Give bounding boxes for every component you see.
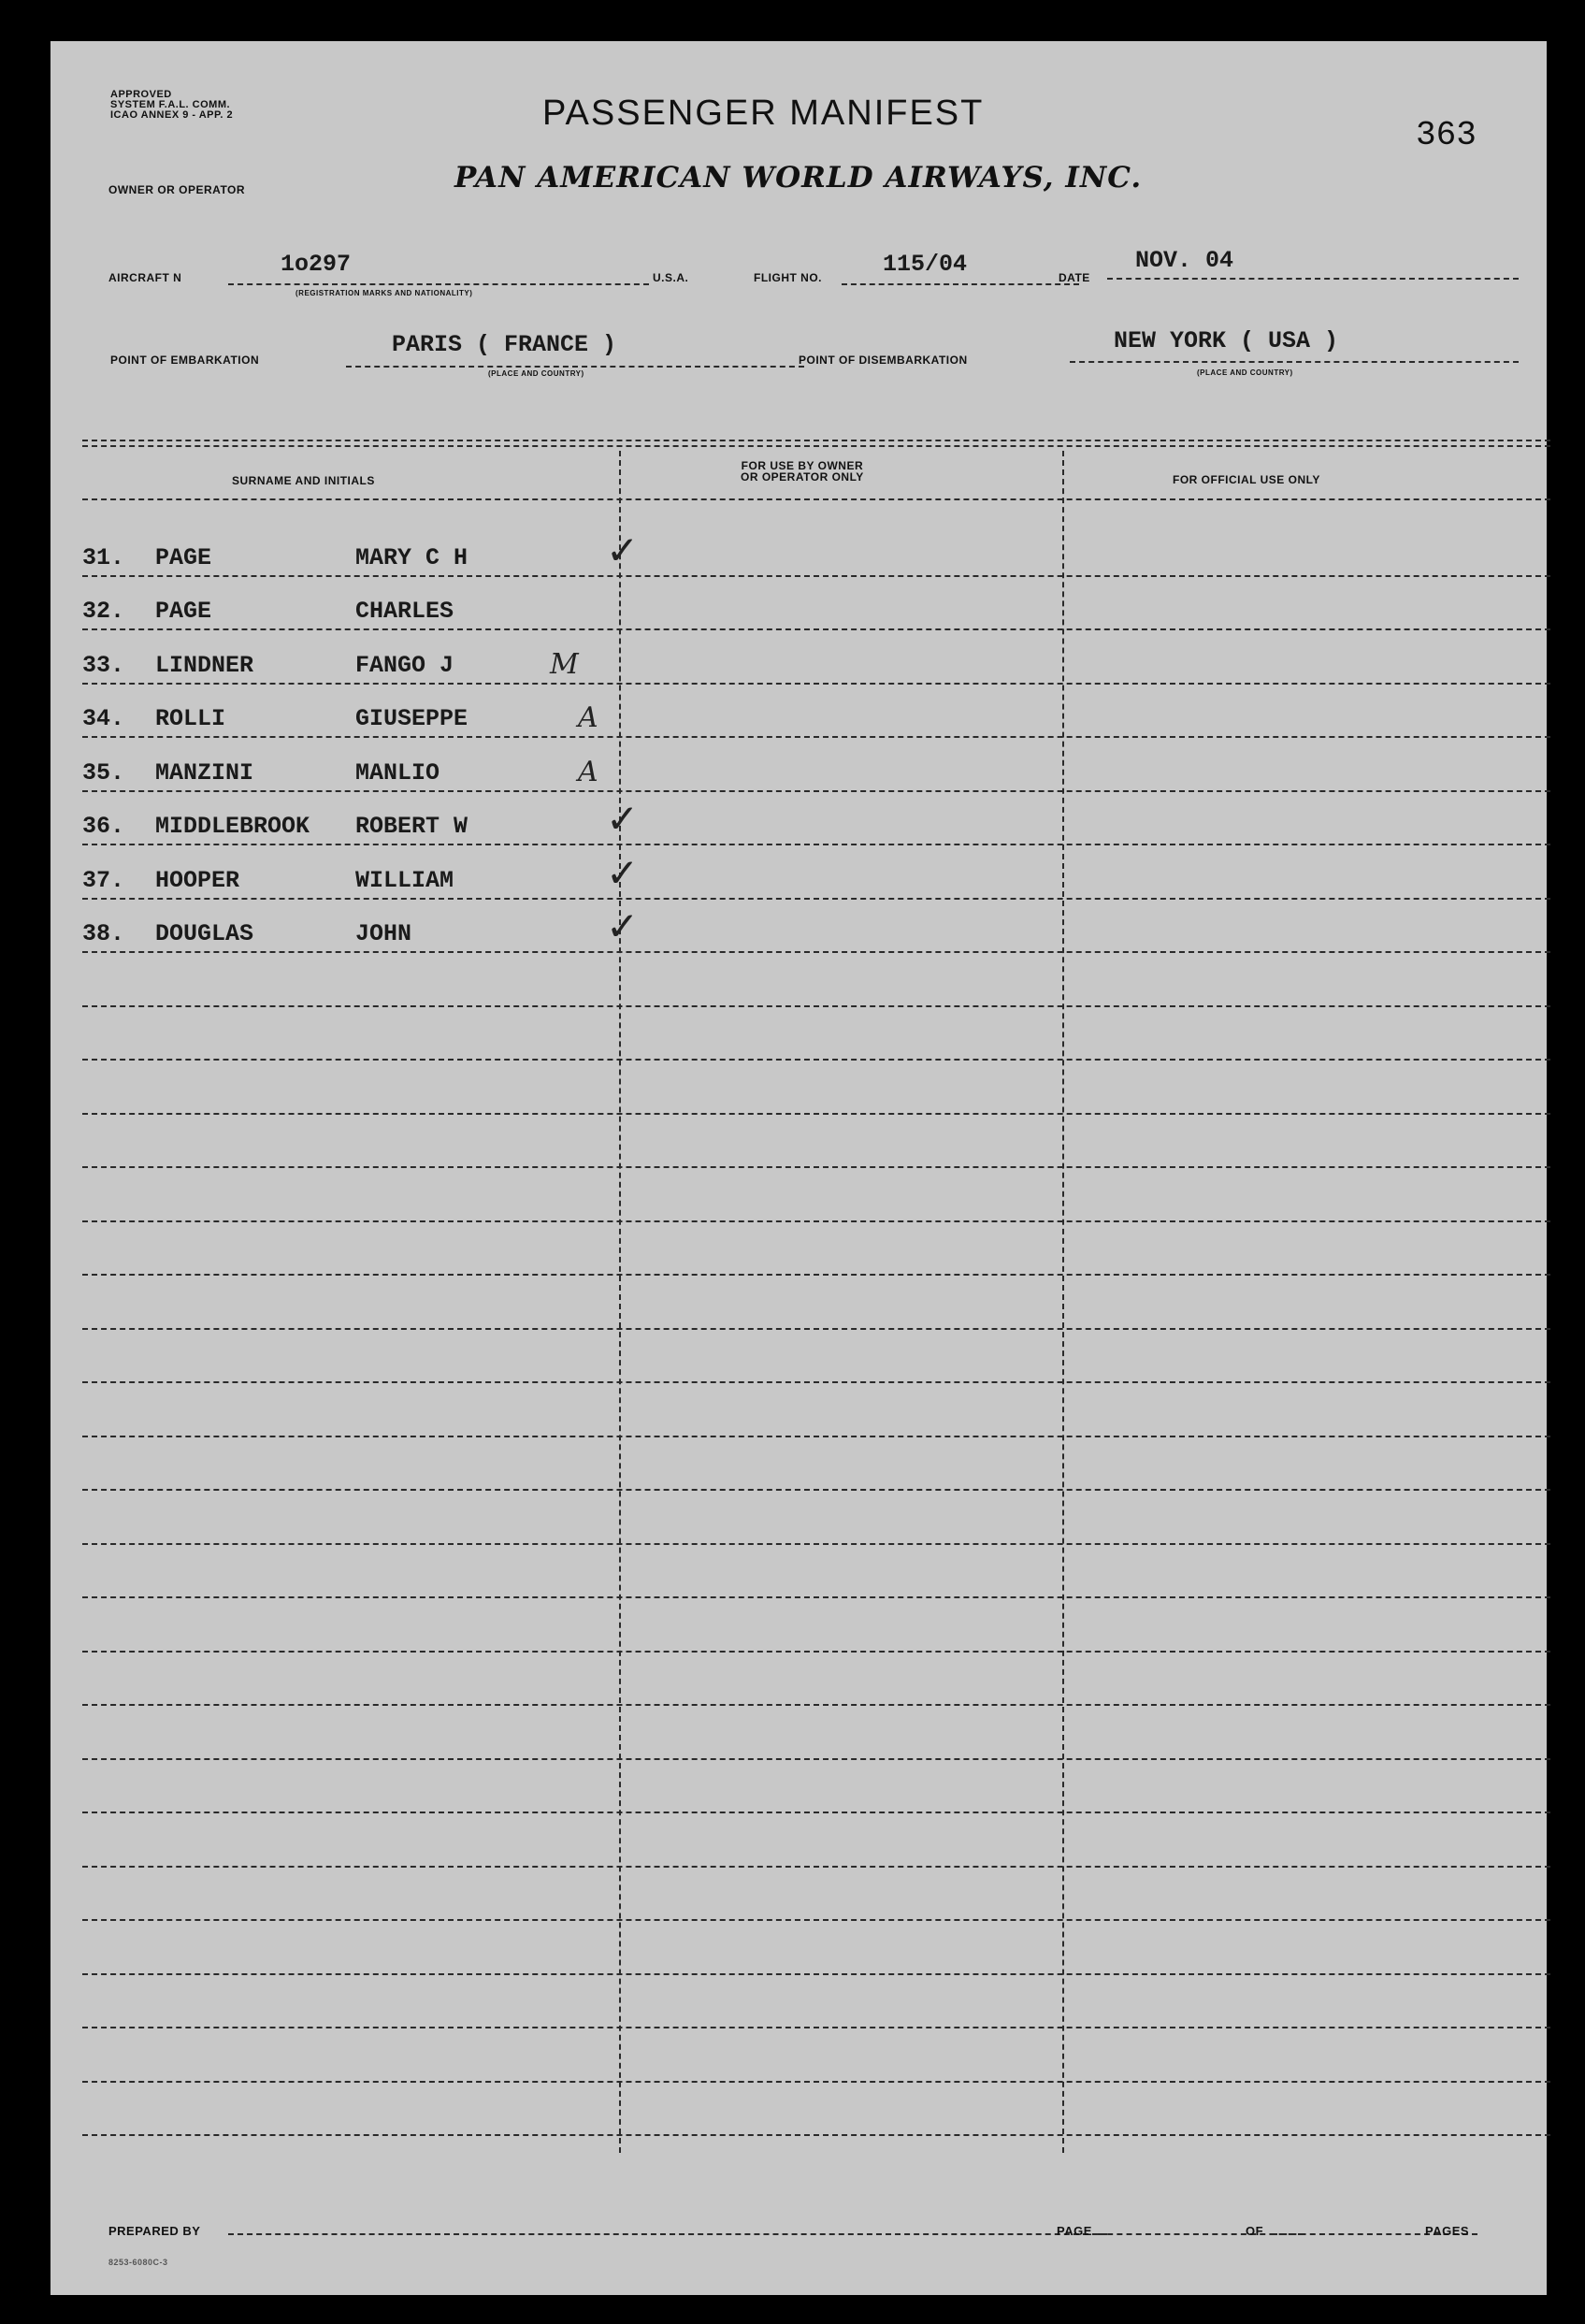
table-row bbox=[82, 1598, 1550, 1653]
header-rule-top bbox=[82, 440, 1550, 441]
flight-label: FLIGHT NO. bbox=[754, 271, 822, 284]
approval-line: ICAO ANNEX 9 - APP. 2 bbox=[110, 109, 234, 121]
table-row bbox=[82, 523, 1550, 577]
passenger-number: 34. bbox=[82, 705, 125, 732]
passenger-given-name: CHARLES bbox=[355, 598, 454, 625]
passenger-given-name: MARY C H bbox=[355, 543, 468, 571]
check-mark-icon: ✓ bbox=[606, 796, 640, 842]
table-row bbox=[82, 1491, 1550, 1545]
passenger-given-name: FANGO J bbox=[355, 651, 454, 679]
page-label: PAGE bbox=[1057, 2224, 1092, 2238]
header-rule-bottom bbox=[82, 498, 1550, 500]
date-label: DATE bbox=[1059, 271, 1090, 284]
passenger-given-name: ROBERT W bbox=[355, 813, 468, 840]
disembark-value: NEW YORK ( USA ) bbox=[1114, 327, 1339, 354]
table-row bbox=[82, 1868, 1550, 1922]
passenger-number: 36. bbox=[82, 813, 125, 840]
approval-block bbox=[110, 90, 233, 121]
embark-value: PARIS ( FRANCE ) bbox=[392, 331, 617, 358]
disembark-caption: (PLACE AND COUNTRY) bbox=[1197, 368, 1293, 377]
column-header-owner-line: FOR USE BY OWNER bbox=[741, 459, 864, 472]
passenger-given-name: MANLIO bbox=[355, 758, 440, 787]
approval-line: SYSTEM F.A.L. COMM. bbox=[110, 99, 231, 110]
form-number: 8253-6080C-3 bbox=[108, 2258, 168, 2267]
handwritten-mark: A bbox=[578, 701, 598, 734]
prepared-by-label: PREPARED BY bbox=[108, 2224, 201, 2238]
table-row bbox=[82, 738, 1550, 792]
table-row bbox=[82, 1330, 1550, 1384]
table-row bbox=[82, 577, 1550, 631]
table-row bbox=[82, 1115, 1550, 1169]
table-row bbox=[82, 792, 1550, 846]
passenger-surname: MIDDLEBROOK bbox=[155, 813, 310, 840]
passenger-number: 38. bbox=[82, 920, 125, 947]
passenger-surname: HOOPER bbox=[155, 866, 240, 894]
embark-label: POINT OF EMBARKATION bbox=[110, 354, 260, 367]
table-row bbox=[82, 2083, 1550, 2137]
date-value: NOV. 04 bbox=[1135, 247, 1234, 274]
passenger-surname: ROLLI bbox=[155, 705, 226, 732]
row-rule bbox=[82, 2134, 1550, 2136]
table-row bbox=[82, 845, 1550, 900]
table-row bbox=[82, 1061, 1550, 1115]
disembark-underline bbox=[1070, 361, 1519, 363]
aircraft-label: AIRCRAFT N bbox=[108, 271, 182, 284]
passenger-surname: MANZINI bbox=[155, 758, 254, 787]
embark-underline bbox=[346, 366, 804, 368]
disembark-label: POINT OF DISEMBARKATION bbox=[799, 354, 968, 367]
prepared-by-underline bbox=[228, 2233, 1107, 2235]
table-row bbox=[82, 900, 1550, 954]
passenger-given-name: WILLIAM bbox=[355, 866, 454, 894]
passenger-number: 35. bbox=[82, 758, 125, 787]
header-rule-top-2 bbox=[82, 445, 1550, 447]
check-mark-icon: ✓ bbox=[606, 849, 640, 896]
check-mark-icon: ✓ bbox=[606, 527, 640, 573]
table-row bbox=[82, 1813, 1550, 1868]
column-header-owner-line: OR OPERATOR ONLY bbox=[741, 470, 864, 484]
passenger-number: 31. bbox=[82, 543, 125, 571]
embark-caption: (PLACE AND COUNTRY) bbox=[488, 369, 584, 378]
check-mark-icon: ✓ bbox=[606, 903, 640, 949]
table-row bbox=[82, 630, 1550, 685]
table-row bbox=[82, 1921, 1550, 1975]
table-row bbox=[82, 1383, 1550, 1437]
table-row bbox=[82, 1007, 1550, 1061]
column-header-surname: SURNAME AND INITIALS bbox=[232, 474, 375, 487]
table-row bbox=[82, 1706, 1550, 1760]
table-row bbox=[82, 1760, 1550, 1814]
table-row bbox=[82, 1545, 1550, 1599]
passenger-number: 32. bbox=[82, 598, 125, 625]
approval-line: APPROVED bbox=[110, 89, 172, 100]
passenger-number: 37. bbox=[82, 866, 125, 894]
country-label: U.S.A. bbox=[653, 271, 689, 284]
table-row bbox=[82, 1276, 1550, 1330]
passenger-surname: PAGE bbox=[155, 598, 212, 625]
page-stamp-number: 363 bbox=[1416, 116, 1477, 154]
aircraft-value: 1o297 bbox=[281, 251, 352, 278]
passenger-surname: PAGE bbox=[155, 543, 212, 571]
column-header-official: FOR OFFICIAL USE ONLY bbox=[1173, 473, 1320, 486]
aircraft-underline bbox=[228, 283, 649, 285]
operator-label: OWNER OR OPERATOR bbox=[108, 183, 246, 196]
passenger-number: 33. bbox=[82, 651, 125, 679]
date-underline bbox=[1107, 278, 1519, 280]
passenger-surname: DOUGLAS bbox=[155, 920, 254, 947]
operator-name: PAN AMERICAN WORLD AIRWAYS, INC. bbox=[454, 161, 1143, 195]
passenger-given-name: JOHN bbox=[355, 920, 412, 947]
passenger-surname: LINDNER bbox=[155, 651, 254, 679]
passenger-table bbox=[82, 523, 1550, 2136]
manifest-sheet bbox=[50, 41, 1547, 2295]
table-row bbox=[82, 953, 1550, 1007]
flight-value: 115/04 bbox=[883, 251, 968, 278]
table-row bbox=[82, 2028, 1550, 2083]
table-row bbox=[82, 1437, 1550, 1492]
table-row bbox=[82, 1653, 1550, 1707]
passenger-given-name: GIUSEPPE bbox=[355, 705, 468, 732]
table-row bbox=[82, 1168, 1550, 1222]
pages-label: PAGES bbox=[1425, 2224, 1470, 2238]
handwritten-mark: M bbox=[550, 647, 579, 681]
column-header-owner bbox=[741, 460, 864, 483]
flight-underline bbox=[842, 283, 1079, 285]
registration-caption: (REGISTRATION MARKS AND NATIONALITY) bbox=[295, 289, 473, 297]
table-row bbox=[82, 1222, 1550, 1277]
table-row bbox=[82, 685, 1550, 739]
table-row bbox=[82, 1975, 1550, 2029]
page-title: PASSENGER MANIFEST bbox=[542, 94, 985, 133]
of-label: OF bbox=[1246, 2224, 1264, 2238]
handwritten-mark: A bbox=[578, 755, 598, 788]
